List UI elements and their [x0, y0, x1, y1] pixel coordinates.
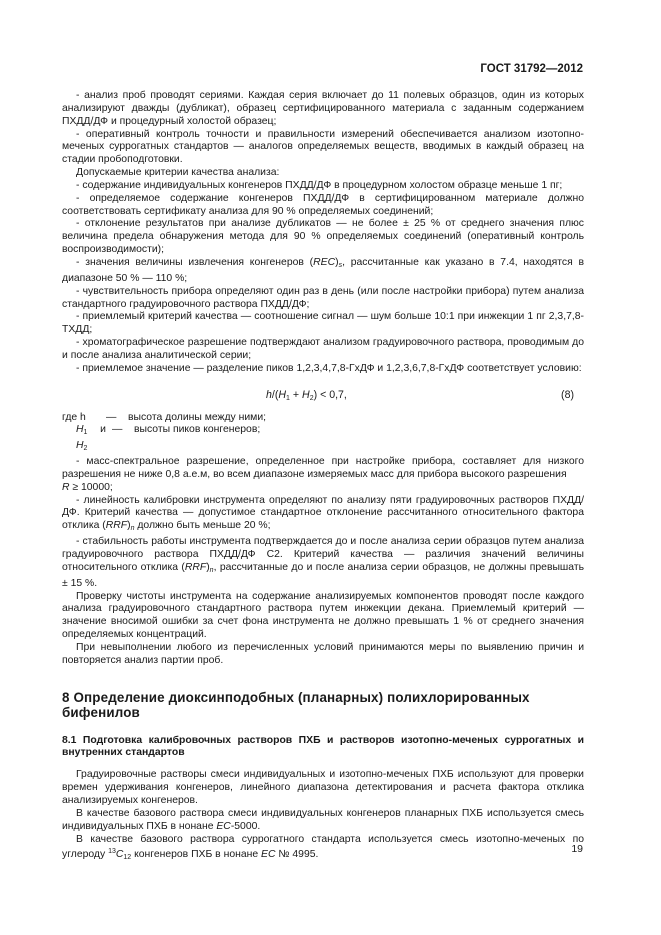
paragraph: - оперативный контроль точности и правильности измерений обеспечивается анализом изотопно-меченых суррогатных стандартов — аналогов определяемых веществ, вводимых в каждый образец на стадии пробоподготовки. [62, 128, 584, 166]
page-number: 19 [571, 843, 583, 855]
document-body [62, 90, 584, 865]
where-line-2: $H_1$ и $H_2$ — высоты пиков конгенеров; [76, 424, 261, 453]
paragraph: В качестве базового раствора смеси индивидуальных конгенеров планарных ПХБ используется смесь индивидуальных ПХБ в нонане EC-5000. [62, 807, 584, 832]
paragraph-linearity: - линейность калибровки инструмента определяют по анализу пяти градуировочных растворов ПХДД/ДФ. Критерий качества — допустимое стандартное отклонение рассчитанного относительного фактора отклика $(RRF)_n$ должно быть меньше 20 %; [62, 494, 584, 533]
formula-number: (8) [561, 388, 574, 401]
section-8-1-title: 8.1 Подготовка калибровочных растворов ПХБ и растворов изотопно-меченых суррогатных и внутренних стандартов [62, 734, 584, 759]
paragraph: - отклонение результатов при анализе дубликатов — не более ± 25 % от среднего значения плюс величина предела обнаружения метода для 90 % определяемых соединений (оперативный контроль воспроизводимости); [62, 218, 584, 256]
paragraph: - приемлемое значение — разделение пиков 1,2,3,4,7,8-ГхДФ и 1,2,3,6,7,8-ГхДФ соответствует условию: [76, 362, 582, 374]
paragraph: Проверку чистоты инструмента на содержание анализируемых компонентов проводят после каждого анализа градуировочного стандартного раствора путем инжекции декана. Приемлемый критерий — значение вносимой ошибки за счет фона инструмента не должно превышать 1 % от среднего значения определяемых концентраций. [62, 590, 584, 641]
paragraph: - масс-спектральное разрешение, определенное при настройке прибора, составляет для низкого разрешения не ниже 0,8 а.е.м, во всем диапазоне измеряемых масс для прибора высокого разрешения [62, 456, 584, 480]
paragraph: Градуировочные растворы смеси индивидуальных и изотопно-меченых ПХБ используют для проверки времен удерживания конгенеров, линейного диапазона детектирования и расчета фактора отклика анализируемых конгенеров. [62, 769, 584, 806]
document-header: ГОСТ 31792—2012 [480, 63, 583, 75]
paragraph: - приемлемый критерий качества — соотношение сигнал — шум больше 10:1 при инжекции 1 пг 2,3,7,8-ТХДД; [62, 311, 584, 336]
paragraph-rec: - значения величины извлечения конгенеров $(REC)_s$, рассчитанные как указано в 7.4, находятся в диапазоне 50 % — 110 %; [62, 256, 585, 284]
paragraph: Допускаемые критерии качества анализа: [76, 167, 280, 179]
formula-expression: $h/(H_1 + H_2) < 0,7$, [266, 388, 347, 402]
formula-8 [62, 385, 584, 407]
paragraph: При невыполнении любого из перечисленных условий принимаются меры по выявлению причин и повторяется анализ партии проб. [62, 641, 584, 666]
paragraph: - анализ проб проводят сериями. Каждая серия включает до 11 полевых образцов, один из которых анализируют дважды (дубликат), образец сертифицированного материала с заданным содержанием ПХДД/ДФ и процедурный холостой образец; [62, 90, 584, 127]
paragraph: - хроматографическое разрешение подтверждают анализом градуировочного раствора, проводимым до и после анализа аналитической серии; [62, 337, 584, 361]
paragraph: В качестве базового раствора суррогатного стандарта используется смесь изотопно-меченых по углероду $^{13}C_{12}$ конгенеров ПХБ в нонане EC № 4995. [62, 833, 584, 862]
paragraph: - чувствительность прибора определяют один раз в день (или после настройки прибора) путем анализа стандартного градуировочного раствора ПХДД/ДФ; [62, 285, 584, 310]
paragraph-stability: - стабильность работы инструмента подтверждается до и после анализа серии образцов путем анализа градуировочного раствора ПХДД/ДФ С2. Критерий качества — различия значений величины относительного отклика $(RRF)_n$, рассчитанные до и после анализа серии образцов, не должны превышать ± 15 %. [62, 536, 584, 589]
section-8-title: 8 Определение диоксинподобных (планарных) полихлорированных бифенилов [62, 689, 530, 721]
paragraph: - определяемое содержание конгенеров ПХДД/ДФ в сертифицированном материале должно соответствовать сертификату анализа для 90 % определяемых соединений; [62, 192, 584, 217]
paragraph: - содержание индивидуальных конгенеров ПХДД/ДФ в процедурном холостом образце меньше 1 пг; [76, 179, 563, 191]
where-line-1: где h — высота долины между ними; [62, 411, 267, 423]
paragraph-r: R ≥ 10000; [62, 481, 113, 493]
